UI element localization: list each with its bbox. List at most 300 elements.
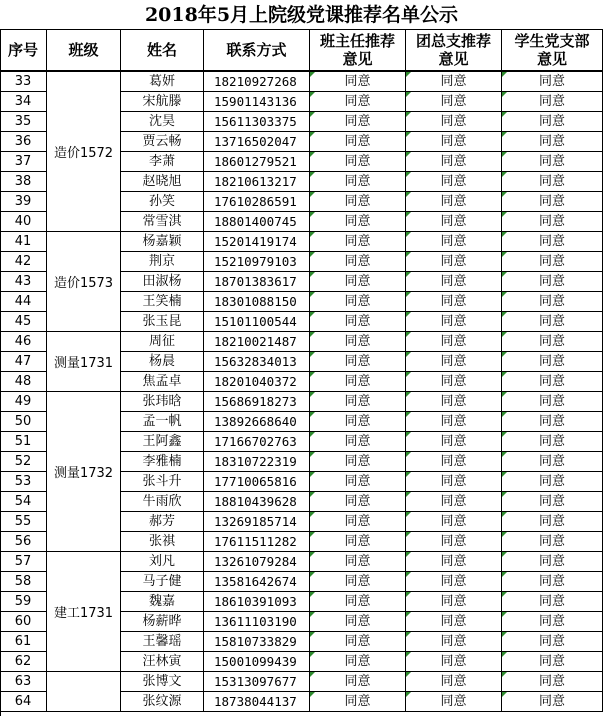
op2-opinion-cell[interactable] [406, 352, 502, 372]
seq-cell[interactable]: 43 [0, 272, 47, 292]
phone-cell[interactable]: 18701383617 [204, 272, 310, 292]
phone-cell[interactable]: 18810439628 [204, 492, 310, 512]
op1-opinion-cell[interactable] [310, 252, 406, 272]
opinion-text: 同意 [538, 394, 565, 409]
opinion-text: 同意 [440, 574, 467, 589]
opinion-text: 同意 [440, 434, 467, 449]
comment-marker-icon [310, 672, 315, 677]
seq-cell[interactable]: 35 [0, 112, 47, 132]
op1-opinion-cell[interactable] [310, 272, 406, 292]
seq-cell[interactable]: 61 [0, 632, 47, 652]
op1-opinion-cell[interactable] [310, 692, 406, 712]
name-cell[interactable]: 张纹源 [121, 692, 204, 712]
opinion-text: 同意 [538, 234, 565, 249]
op1-opinion-cell[interactable] [310, 432, 406, 452]
op1-opinion-cell[interactable] [310, 632, 406, 652]
phone-cell[interactable]: 13269185714 [204, 512, 310, 532]
comment-marker-icon [406, 432, 411, 437]
comment-marker-icon [310, 332, 315, 337]
phone-cell[interactable]: 15611303375 [204, 112, 310, 132]
op1-opinion-cell[interactable] [310, 192, 406, 212]
phone-cell[interactable]: 18210927268 [204, 72, 310, 92]
class-group-cell[interactable] [47, 672, 121, 712]
comment-marker-icon [406, 132, 411, 137]
opinion-text: 同意 [440, 454, 467, 469]
op2-opinion-cell[interactable] [406, 152, 502, 172]
comment-marker-icon [310, 272, 315, 277]
op2-opinion-cell[interactable] [406, 272, 502, 292]
phone-cell[interactable]: 15201419174 [204, 232, 310, 252]
op2-opinion-cell[interactable] [406, 512, 502, 532]
class-group-cell[interactable] [47, 332, 121, 392]
name-cell[interactable]: 郝芳 [121, 512, 204, 532]
phone-cell[interactable]: 15210979103 [204, 252, 310, 272]
name-cell[interactable]: 王笑楠 [121, 292, 204, 312]
op1-opinion-cell[interactable] [310, 592, 406, 612]
op1-opinion-cell[interactable] [310, 572, 406, 592]
op2-opinion-cell[interactable] [406, 412, 502, 432]
op1-opinion-cell[interactable] [310, 552, 406, 572]
name-cell[interactable]: 孟一帆 [121, 412, 204, 432]
opinion-text: 同意 [538, 694, 565, 709]
seq-cell[interactable]: 47 [0, 352, 47, 372]
op3-opinion-cell[interactable] [502, 192, 603, 212]
opinion-text: 同意 [344, 394, 371, 409]
opinion-text: 同意 [344, 494, 371, 509]
name-cell[interactable]: 贾云畅 [121, 132, 204, 152]
comment-marker-icon [310, 652, 315, 657]
comment-marker-icon [310, 412, 315, 417]
comment-marker-icon [406, 512, 411, 517]
opinion-text: 同意 [538, 154, 565, 169]
opinion-text: 同意 [538, 194, 565, 209]
seq-cell[interactable]: 49 [0, 392, 47, 412]
phone-cell[interactable]: 15001099439 [204, 652, 310, 672]
opinion-text: 同意 [344, 134, 371, 149]
seq-cell[interactable]: 40 [0, 212, 47, 232]
op3-opinion-cell[interactable] [502, 492, 603, 512]
name-cell[interactable]: 牛雨欣 [121, 492, 204, 512]
seq-cell[interactable]: 54 [0, 492, 47, 512]
name-cell[interactable]: 杨嘉颖 [121, 232, 204, 252]
class-group-cell[interactable] [47, 232, 121, 332]
seq-cell[interactable]: 42 [0, 252, 47, 272]
op1-opinion-cell[interactable] [310, 172, 406, 192]
op3-opinion-cell[interactable] [502, 472, 603, 492]
phone-cell[interactable]: 18738044137 [204, 692, 310, 712]
phone-cell[interactable]: 18610391093 [204, 592, 310, 612]
header-op2-line1: 团总支推荐 [415, 32, 491, 50]
phone-cell[interactable]: 18601279521 [204, 152, 310, 172]
op2-opinion-cell[interactable] [406, 532, 502, 552]
name-cell[interactable]: 沈昊 [121, 112, 204, 132]
phone-cell[interactable]: 15901143136 [204, 92, 310, 112]
phone-cell[interactable]: 18201040372 [204, 372, 310, 392]
name-cell[interactable]: 张博文 [121, 672, 204, 692]
op2-opinion-cell[interactable] [406, 392, 502, 412]
op1-opinion-cell[interactable] [310, 72, 406, 92]
comment-marker-icon [502, 532, 507, 537]
seq-cell[interactable]: 53 [0, 472, 47, 492]
phone-cell[interactable]: 13581642674 [204, 572, 310, 592]
phone-cell[interactable]: 17611511282 [204, 532, 310, 552]
phone-cell[interactable]: 13611103190 [204, 612, 310, 632]
comment-marker-icon [310, 252, 315, 257]
phone-cell[interactable]: 18801400745 [204, 212, 310, 232]
comment-marker-icon [406, 112, 411, 117]
comment-marker-icon [502, 332, 507, 337]
op2-opinion-cell[interactable] [406, 192, 502, 212]
op1-opinion-cell[interactable] [310, 152, 406, 172]
op1-opinion-cell[interactable] [310, 352, 406, 372]
name-cell[interactable]: 孙笑 [121, 192, 204, 212]
opinion-text: 同意 [440, 654, 467, 669]
op2-opinion-cell[interactable] [406, 632, 502, 652]
name-cell[interactable]: 赵晓旭 [121, 172, 204, 192]
op2-opinion-cell[interactable] [406, 312, 502, 332]
seq-cell[interactable]: 44 [0, 292, 47, 312]
comment-marker-icon [310, 172, 315, 177]
op2-opinion-cell[interactable] [406, 592, 502, 612]
op3-opinion-cell[interactable] [502, 252, 603, 272]
opinion-text: 同意 [344, 174, 371, 189]
op2-opinion-cell[interactable] [406, 552, 502, 572]
phone-cell[interactable]: 18210021487 [204, 332, 310, 352]
op1-opinion-cell[interactable] [310, 652, 406, 672]
phone-cell[interactable]: 17166702763 [204, 432, 310, 452]
opinion-text: 同意 [440, 274, 467, 289]
opinion-text: 同意 [440, 334, 467, 349]
op1-opinion-cell[interactable] [310, 112, 406, 132]
comment-marker-icon [310, 312, 315, 317]
comment-marker-icon [310, 492, 315, 497]
op3-opinion-cell[interactable] [502, 692, 603, 712]
op2-opinion-cell[interactable] [406, 612, 502, 632]
name-cell[interactable]: 张玉昆 [121, 312, 204, 332]
op1-opinion-cell[interactable] [310, 372, 406, 392]
name-cell[interactable]: 张斗升 [121, 472, 204, 492]
seq-cell[interactable]: 51 [0, 432, 47, 452]
opinion-text: 同意 [538, 214, 565, 229]
phone-cell[interactable]: 17610286591 [204, 192, 310, 212]
comment-marker-icon [406, 232, 411, 237]
opinion-text: 同意 [344, 114, 371, 129]
seq-cell[interactable]: 52 [0, 452, 47, 472]
op1-opinion-cell[interactable] [310, 292, 406, 312]
op3-opinion-cell[interactable] [502, 312, 603, 332]
comment-marker-icon [310, 472, 315, 477]
header-seq[interactable]: 序号 [0, 30, 47, 72]
comment-marker-icon [502, 612, 507, 617]
sheet-title: 2018年5月上院级党课推荐名单公示 [0, 0, 603, 30]
opinion-text: 同意 [440, 554, 467, 569]
class-group-cell[interactable] [47, 392, 121, 552]
op2-opinion-cell[interactable] [406, 92, 502, 112]
phone-cell[interactable]: 15313097677 [204, 672, 310, 692]
opinion-text: 同意 [344, 154, 371, 169]
header-class[interactable]: 班级 [47, 30, 121, 72]
comment-marker-icon [406, 632, 411, 637]
comment-marker-icon [310, 512, 315, 517]
opinion-text: 同意 [440, 214, 467, 229]
name-cell[interactable]: 王馨瑶 [121, 632, 204, 652]
op2-opinion-cell[interactable] [406, 692, 502, 712]
seq-cell[interactable]: 60 [0, 612, 47, 632]
op3-opinion-cell[interactable] [502, 392, 603, 412]
op2-opinion-cell[interactable] [406, 492, 502, 512]
op2-opinion-cell[interactable] [406, 252, 502, 272]
opinion-text: 同意 [538, 534, 565, 549]
op3-opinion-cell[interactable] [502, 332, 603, 352]
class-group-cell[interactable] [47, 552, 121, 672]
seq-cell[interactable]: 41 [0, 232, 47, 252]
comment-marker-icon [502, 672, 507, 677]
comment-marker-icon [406, 412, 411, 417]
name-cell[interactable]: 张祺 [121, 532, 204, 552]
opinion-text: 同意 [440, 114, 467, 129]
op1-opinion-cell[interactable] [310, 312, 406, 332]
seq-cell[interactable]: 37 [0, 152, 47, 172]
op3-opinion-cell[interactable] [502, 232, 603, 252]
op1-opinion-cell[interactable] [310, 532, 406, 552]
comment-marker-icon [502, 452, 507, 457]
opinion-text: 同意 [344, 674, 371, 689]
phone-cell[interactable]: 13892668640 [204, 412, 310, 432]
op3-opinion-cell[interactable] [502, 632, 603, 652]
comment-marker-icon [502, 552, 507, 557]
op3-opinion-cell[interactable] [502, 552, 603, 572]
comment-marker-icon [406, 532, 411, 537]
header-op3[interactable] [502, 30, 603, 72]
comment-marker-icon [310, 632, 315, 637]
op3-opinion-cell[interactable] [502, 292, 603, 312]
seq-cell[interactable]: 59 [0, 592, 47, 612]
name-cell[interactable]: 焦孟卓 [121, 372, 204, 392]
opinion-text: 同意 [344, 234, 371, 249]
op3-opinion-cell[interactable] [502, 612, 603, 632]
seq-cell[interactable]: 64 [0, 692, 47, 712]
op1-opinion-cell[interactable] [310, 472, 406, 492]
opinion-text: 同意 [440, 514, 467, 529]
op2-opinion-cell[interactable] [406, 652, 502, 672]
op3-opinion-cell[interactable] [502, 672, 603, 692]
header-op2-line2: 意见 [438, 50, 469, 68]
seq-cell[interactable]: 63 [0, 672, 47, 692]
op3-opinion-cell[interactable] [502, 432, 603, 452]
seq-cell[interactable]: 46 [0, 332, 47, 352]
name-cell[interactable]: 马子健 [121, 572, 204, 592]
seq-cell[interactable]: 33 [0, 72, 47, 92]
seq-cell[interactable]: 36 [0, 132, 47, 152]
op3-opinion-cell[interactable] [502, 592, 603, 612]
header-op1[interactable] [310, 30, 406, 72]
op2-opinion-cell[interactable] [406, 372, 502, 392]
op3-opinion-cell[interactable] [502, 412, 603, 432]
name-cell[interactable]: 荆京 [121, 252, 204, 272]
class-group-cell[interactable] [47, 72, 121, 232]
name-cell[interactable]: 周征 [121, 332, 204, 352]
seq-cell[interactable]: 57 [0, 552, 47, 572]
phone-cell[interactable]: 18210613217 [204, 172, 310, 192]
op2-opinion-cell[interactable] [406, 472, 502, 492]
phone-cell[interactable]: 13261079284 [204, 552, 310, 572]
op3-opinion-cell[interactable] [502, 532, 603, 552]
op3-opinion-cell[interactable] [502, 352, 603, 372]
name-cell[interactable]: 李萧 [121, 152, 204, 172]
opinion-text: 同意 [344, 574, 371, 589]
opinion-text: 同意 [538, 554, 565, 569]
opinion-text: 同意 [344, 434, 371, 449]
opinion-text: 同意 [344, 334, 371, 349]
op1-opinion-cell[interactable] [310, 212, 406, 232]
comment-marker-icon [502, 72, 507, 77]
op2-opinion-cell[interactable] [406, 572, 502, 592]
phone-cell[interactable]: 15101100544 [204, 312, 310, 332]
opinion-text: 同意 [344, 414, 371, 429]
op3-opinion-cell[interactable] [502, 372, 603, 392]
op1-opinion-cell[interactable] [310, 452, 406, 472]
op3-opinion-cell[interactable] [502, 212, 603, 232]
op1-opinion-cell[interactable] [310, 512, 406, 532]
seq-cell[interactable]: 55 [0, 512, 47, 532]
comment-marker-icon [406, 552, 411, 557]
opinion-text: 同意 [538, 74, 565, 89]
op2-opinion-cell[interactable] [406, 432, 502, 452]
op3-opinion-cell[interactable] [502, 172, 603, 192]
opinion-text: 同意 [538, 314, 565, 329]
op2-opinion-cell[interactable] [406, 332, 502, 352]
comment-marker-icon [406, 492, 411, 497]
seq-cell[interactable]: 62 [0, 652, 47, 672]
opinion-text: 同意 [538, 334, 565, 349]
header-op3-line1: 学生党支部 [514, 32, 590, 50]
op3-opinion-cell[interactable] [502, 132, 603, 152]
opinion-text: 同意 [344, 694, 371, 709]
op1-opinion-cell[interactable] [310, 672, 406, 692]
seq-cell[interactable]: 56 [0, 532, 47, 552]
comment-marker-icon [406, 212, 411, 217]
op1-opinion-cell[interactable] [310, 492, 406, 512]
op1-opinion-cell[interactable] [310, 92, 406, 112]
opinion-text: 同意 [538, 414, 565, 429]
seq-cell[interactable]: 34 [0, 92, 47, 112]
op3-opinion-cell[interactable] [502, 452, 603, 472]
op1-opinion-cell[interactable] [310, 412, 406, 432]
opinion-text: 同意 [538, 574, 565, 589]
op3-opinion-cell[interactable] [502, 92, 603, 112]
name-cell[interactable]: 李雅楠 [121, 452, 204, 472]
seq-cell[interactable]: 38 [0, 172, 47, 192]
op3-opinion-cell[interactable] [502, 272, 603, 292]
op2-opinion-cell[interactable] [406, 72, 502, 92]
op2-opinion-cell[interactable] [406, 132, 502, 152]
op1-opinion-cell[interactable] [310, 132, 406, 152]
name-cell[interactable]: 田淑杨 [121, 272, 204, 292]
comment-marker-icon [502, 312, 507, 317]
opinion-text: 同意 [440, 414, 467, 429]
name-cell[interactable]: 杨晨 [121, 352, 204, 372]
op3-opinion-cell[interactable] [502, 652, 603, 672]
op2-opinion-cell[interactable] [406, 672, 502, 692]
op2-opinion-cell[interactable] [406, 292, 502, 312]
op2-opinion-cell[interactable] [406, 112, 502, 132]
comment-marker-icon [502, 232, 507, 237]
seq-cell[interactable]: 45 [0, 312, 47, 332]
seq-cell[interactable]: 39 [0, 192, 47, 212]
phone-cell[interactable]: 15810733829 [204, 632, 310, 652]
op3-opinion-cell[interactable] [502, 572, 603, 592]
name-cell[interactable]: 魏嘉 [121, 592, 204, 612]
name-cell[interactable]: 常雪淇 [121, 212, 204, 232]
comment-marker-icon [502, 412, 507, 417]
seq-cell[interactable]: 50 [0, 412, 47, 432]
comment-marker-icon [502, 392, 507, 397]
op3-opinion-cell[interactable] [502, 152, 603, 172]
phone-cell[interactable]: 18310722319 [204, 452, 310, 472]
comment-marker-icon [502, 632, 507, 637]
op1-opinion-cell[interactable] [310, 232, 406, 252]
opinion-text: 同意 [440, 474, 467, 489]
comment-marker-icon [310, 452, 315, 457]
comment-marker-icon [310, 72, 315, 77]
phone-cell[interactable]: 13716502047 [204, 132, 310, 152]
comment-marker-icon [502, 92, 507, 97]
op3-opinion-cell[interactable] [502, 72, 603, 92]
opinion-text: 同意 [440, 634, 467, 649]
name-cell[interactable]: 张玮晗 [121, 392, 204, 412]
phone-cell[interactable]: 17710065816 [204, 472, 310, 492]
name-cell[interactable]: 王阿鑫 [121, 432, 204, 452]
comment-marker-icon [310, 612, 315, 617]
seq-cell[interactable]: 58 [0, 572, 47, 592]
op2-opinion-cell[interactable] [406, 232, 502, 252]
phone-cell[interactable]: 15686918273 [204, 392, 310, 412]
header-op1-line1: 班主任推荐 [319, 32, 395, 50]
opinion-text: 同意 [440, 94, 467, 109]
op1-opinion-cell[interactable] [310, 392, 406, 412]
opinion-text: 同意 [538, 614, 565, 629]
name-cell[interactable]: 宋航滕 [121, 92, 204, 112]
name-cell[interactable]: 刘凡 [121, 552, 204, 572]
op1-opinion-cell[interactable] [310, 332, 406, 352]
opinion-text: 同意 [538, 454, 565, 469]
op3-opinion-cell[interactable] [502, 112, 603, 132]
phone-cell[interactable]: 15632834013 [204, 352, 310, 372]
comment-marker-icon [310, 392, 315, 397]
comment-marker-icon [310, 372, 315, 377]
opinion-text: 同意 [538, 474, 565, 489]
opinion-text: 同意 [344, 294, 371, 309]
seq-cell[interactable]: 48 [0, 372, 47, 392]
phone-cell[interactable]: 18301088150 [204, 292, 310, 312]
header-name[interactable]: 姓名 [121, 30, 204, 72]
opinion-text: 同意 [440, 354, 467, 369]
op3-opinion-cell[interactable] [502, 512, 603, 532]
name-cell[interactable]: 葛妍 [121, 72, 204, 92]
comment-marker-icon [310, 112, 315, 117]
op1-opinion-cell[interactable] [310, 612, 406, 632]
op2-opinion-cell[interactable] [406, 172, 502, 192]
opinion-text: 同意 [538, 134, 565, 149]
op2-opinion-cell[interactable] [406, 212, 502, 232]
header-phone[interactable]: 联系方式 [204, 30, 310, 72]
name-cell[interactable]: 杨薪晔 [121, 612, 204, 632]
header-op2[interactable] [406, 30, 502, 72]
op2-opinion-cell[interactable] [406, 452, 502, 472]
name-cell[interactable]: 汪林寅 [121, 652, 204, 672]
header-op3-line2: 意见 [536, 50, 567, 68]
opinion-text: 同意 [440, 74, 467, 89]
